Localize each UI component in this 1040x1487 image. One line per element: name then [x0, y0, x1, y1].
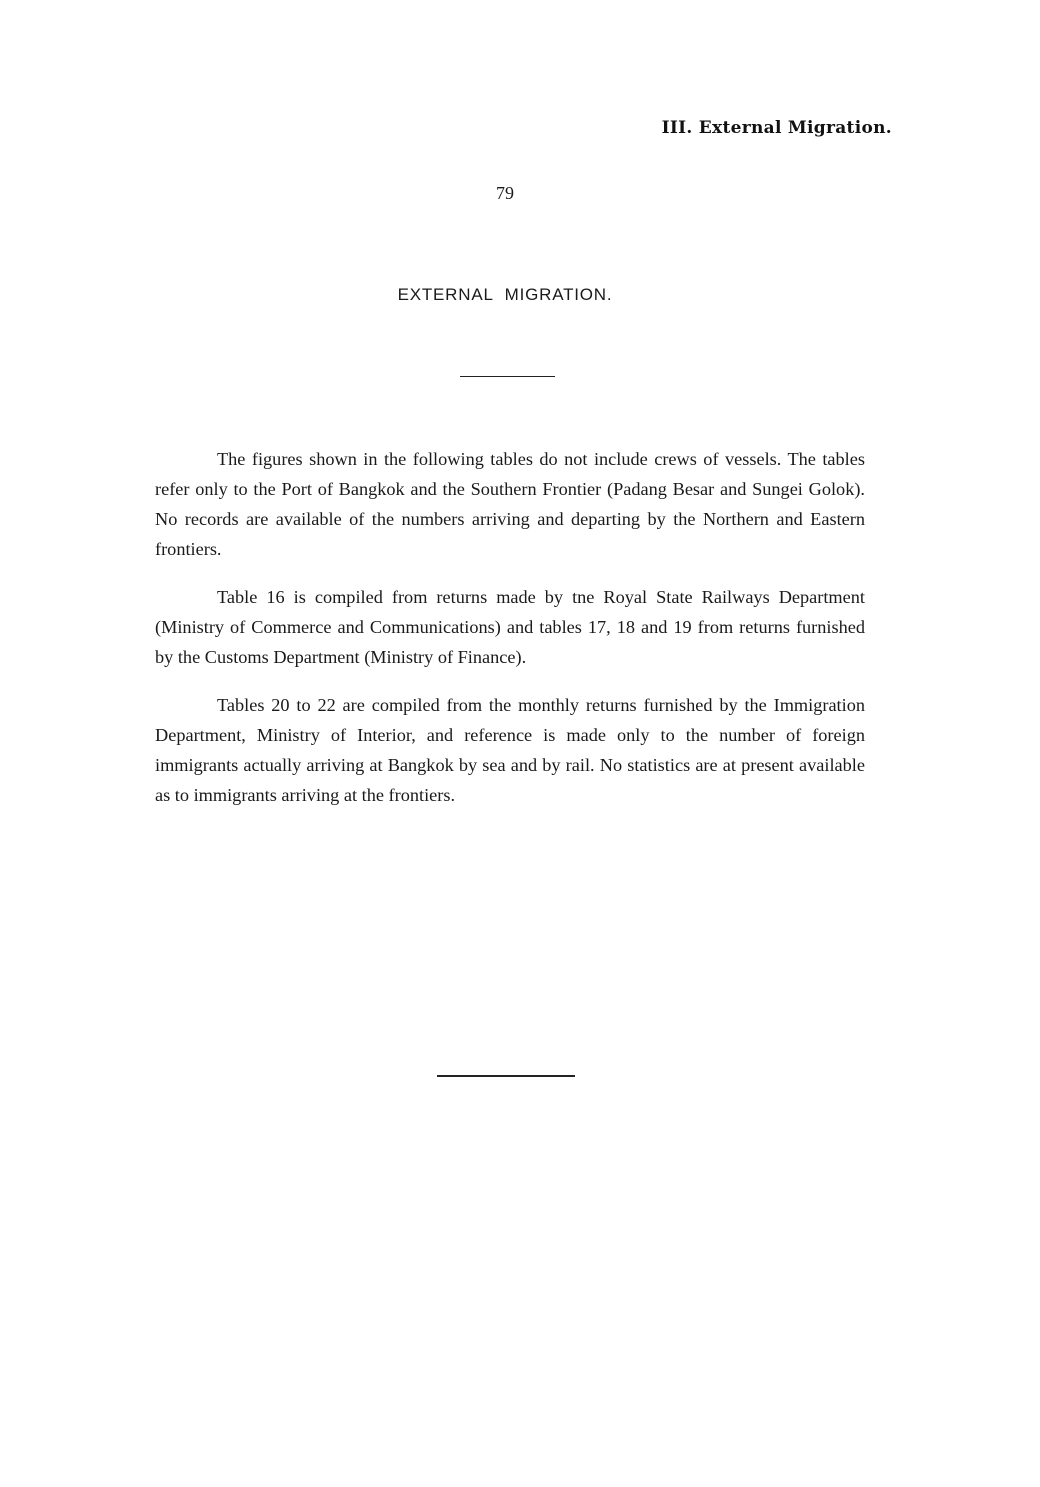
paragraph-tables-20-22: Tables 20 to 22 are compiled from the monthly returns furnished by the Immigration Department, Ministry of Interior, and reference is made only to the number of foreign immigrants actually arriving at Bangkok by sea and by rail. No statistics are at present available as to immigrants arriving at the frontiers.: [155, 695, 865, 805]
paragraph-crews: The figures shown in the following tables do not include crews of vessels. The tables refer only to the Port of Bangkok and the Southern Frontier (Padang Besar and Sungei Golok). No records are available of the numbers arriving and departing by the Northern and Eastern frontiers.: [155, 449, 865, 559]
page-number: 79: [496, 183, 514, 203]
running-head: III. External Migration.: [661, 118, 892, 138]
title-divider: [460, 376, 555, 377]
section-title: EXTERNAL MIGRATION.: [397, 285, 613, 304]
paragraph-table-16: Table 16 is compiled from returns made by tne Royal State Railways Department (Ministry of Commerce and Communications) and tables 17, 18 and 19 from returns furnished by the Customs Department (Ministry of Finance).: [155, 587, 865, 667]
end-divider: [437, 1075, 575, 1077]
body-text: [155, 444, 865, 828]
